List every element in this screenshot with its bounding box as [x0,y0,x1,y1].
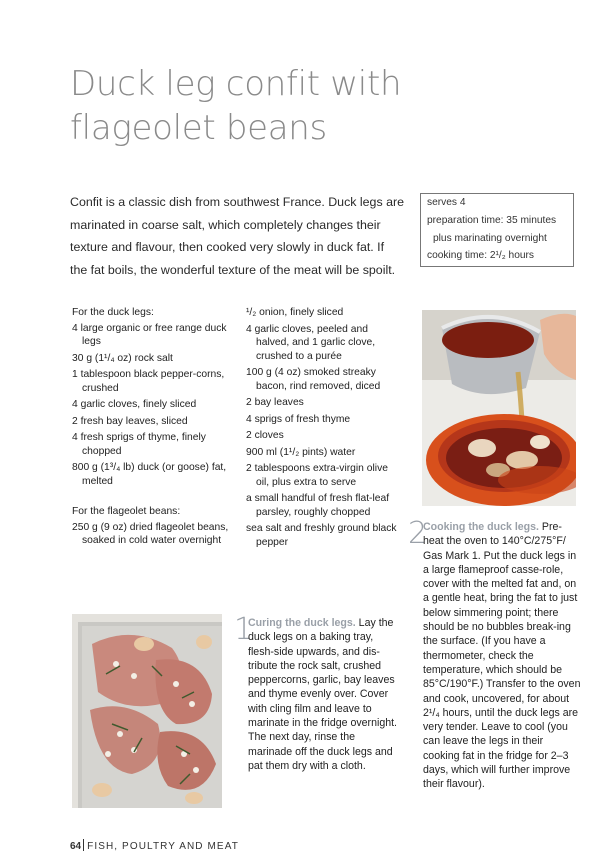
step-2-body: Pre-heat the oven to 140°C/275°F/ Gas Mark 1. Put the duck legs in a large flameproof casse-role, cover with the melted fat and, on a gentle heat, bring the fat to just below simmering point; there should be no bubbles break-ing the surface. (If you have a thermometer, check the temperature, which should be 85°C/190°F.) Transfer to the oven and cook, uncovered, for about 2¹/₄ hours, until the duck legs are very tender. Leave to cool (you can leave the legs in their cooking fat in the fridge for 2–3 days, which will further improve their flavour). [423,521,581,791]
ingredient-item: 2 tablespoons extra-virgin olive oil, plus extra to serve [246,463,388,488]
bean-ingredients-heading: For the flageolet beans: [72,506,181,517]
prep-time-text: preparation time: 35 minutes [427,215,557,226]
ingredient-item: 800 g (1³/₄ lb) duck (or goose) fat, melted [72,462,227,487]
intro-paragraph [70,191,404,281]
ingredient-item: sea salt and freshly ground black pepper [246,523,397,548]
ingredient-item: a small handful of fresh flat-leaf parsley, roughly chopped [246,493,390,518]
ingredient-item: 4 large organic or free range duck legs [72,322,227,347]
recipe-info-box [420,193,574,267]
title-line-2: flageolet beans [70,108,327,148]
page-title [70,62,490,150]
ingredients-left-column [72,306,230,551]
ingredient-item: 2 bay leaves [246,397,304,408]
intro-line: the fat boils, the wonderful texture of the meat will be spoilt. [70,262,396,277]
step-number-2: 2 [408,516,428,551]
ingredient-item: 2 fresh bay leaves, sliced [72,415,188,427]
ingredient-item: 100 g (4 oz) smoked streaky bacon, rind removed, diced [246,367,381,392]
step-2-text [423,520,581,792]
step-1-label: Curing the duck legs. [248,617,356,629]
intro-line: texture and flavour, then cooked very slowly in duck fat. If [70,240,385,254]
cooking-time-text: cooking time: 2¹/₂ hours [427,250,535,261]
casserole-illustration [422,310,576,506]
ingredient-item: 1 tablespoon black pepper-corns, crushed [72,369,225,394]
ingredient-item: 4 garlic cloves, peeled and halved, and 1 garlic clove, crushed to a purée [246,323,376,362]
title-line-1: Duck leg confit with [70,64,402,104]
serves-text: serves 4 [427,197,466,208]
page-footer [70,839,239,852]
ingredient-item: 250 g (9 oz) dried flageolet beans, soaked in cold water overnight [72,521,229,546]
ingredient-item: 900 ml (1¹/₂ pints) water [246,446,356,458]
step-1-text [248,616,400,773]
ingredient-item: 4 garlic cloves, finely sliced [72,399,197,410]
ingredient-item: 4 fresh sprigs of thyme, finely chopped [72,432,206,457]
casserole-photo [422,310,576,506]
section-name: FISH, POULTRY AND MEAT [87,841,239,852]
intro-line: Confit is a classic dish from southwest France. Duck legs are [70,195,404,209]
intro-line: marinated in coarse salt, which completely changes their [70,217,381,232]
ingredient-item: ¹/₂ onion, finely sliced [246,307,344,318]
ingredient-item: 2 cloves [246,430,284,441]
ingredient-item: 4 sprigs of fresh thyme [246,413,351,425]
footer-divider [83,839,84,851]
ingredient-item: 30 g (1¹/₄ oz) rock salt [72,352,173,364]
prep-time-extra-text: plus marinating overnight [433,233,547,244]
duck-legs-illustration [72,614,222,808]
step-number-1: 1 [234,612,254,647]
duck-ingredients-heading: For the duck legs: [72,307,154,318]
step-2-label: Cooking the duck legs. [423,521,539,533]
page-number: 64 [70,841,82,852]
ingredients-right-column [246,306,402,552]
duck-legs-photo [72,614,222,808]
step-1-body: Lay the duck legs on a baking tray, flesh-side upwards, and dis-tribute the rock salt, crushed peppercorns, garlic, bay leaves and thyme evenly over. Cover with cling film and leave to marinate in the fridge overnight. The next day, rinse the marinade off the duck legs and pat them dry with a cloth. [248,617,397,772]
